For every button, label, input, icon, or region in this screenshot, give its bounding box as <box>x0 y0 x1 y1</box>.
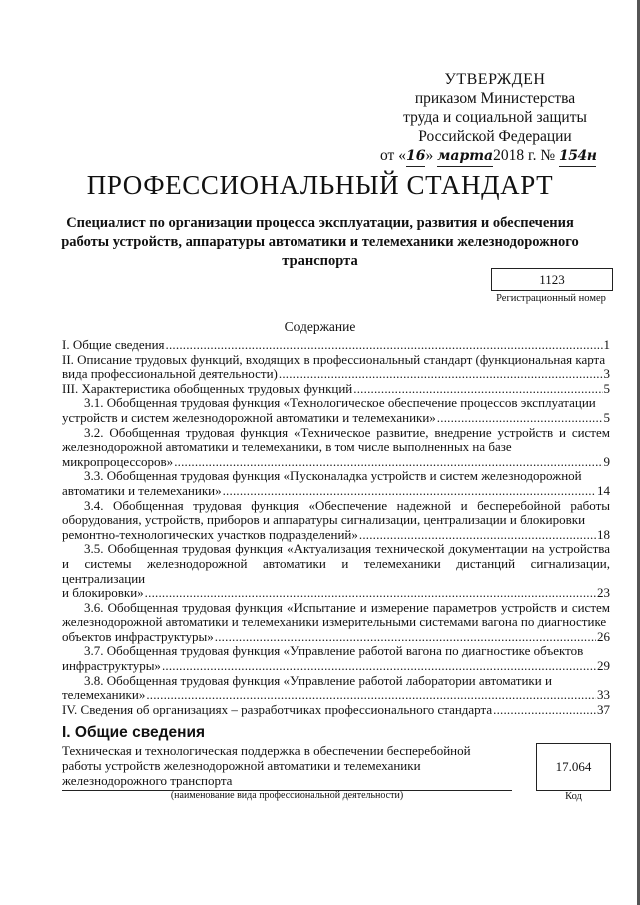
toc-leader-dots <box>359 528 596 543</box>
toc-entry-lead: 3.5. Обобщенная трудовая функция «Актуализация технической документации на устройства и системы железнодорожной автоматики и телемеханики дистанций сигнализации, централизации <box>62 541 610 586</box>
toc-entry-lead: 3.1. Обобщенная трудовая функция «Технологическое обеспечение процессов эксплуатации <box>84 395 596 411</box>
toc-leader-dots <box>493 703 596 718</box>
date-mid: » <box>425 147 434 164</box>
date-prefix: от « <box>380 147 406 164</box>
toc-page-number: 33 <box>597 687 610 703</box>
toc-entry-title: III. Характеристика обобщенных трудовых функций <box>62 380 353 396</box>
date-day: 16 <box>406 147 425 167</box>
toc-entry[interactable] <box>62 542 610 600</box>
contents-heading: Содержание <box>284 319 356 334</box>
toc-entry[interactable] <box>62 644 610 673</box>
toc-entry-title: инфраструктуры» <box>62 658 161 674</box>
toc-page-number: 9 <box>603 453 610 469</box>
toc-entry-title: телемеханики» <box>62 687 146 703</box>
toc-entry-title: вида профессиональной деятельности) <box>62 366 278 382</box>
toc-leader-dots <box>279 367 603 382</box>
toc-page-number: 26 <box>597 628 610 644</box>
toc-entry[interactable] <box>62 338 610 353</box>
toc-entry[interactable] <box>62 703 610 718</box>
toc-entry[interactable] <box>62 396 610 425</box>
toc-leader-dots <box>174 455 602 470</box>
toc-entry-lead: 3.7. Обобщенная трудовая функция «Управление работой вагона по диагностике объектов <box>84 643 584 659</box>
toc-entry[interactable] <box>62 382 610 397</box>
toc-entry-title: устройств и систем железнодорожной автоматики и телемеханики» <box>62 409 436 425</box>
toc-entry-title: объектов инфраструктуры» <box>62 628 214 644</box>
toc-entry-title: I. Общие сведения <box>62 337 165 352</box>
toc-leader-dots <box>223 484 596 499</box>
activity-caption: (наименование вида профессиональной деятельности) <box>170 790 404 801</box>
document-subtitle: Специалист по организации процесса эксплуатации, развития и обеспечения работы устройств, аппаратуры автоматики и телемеханики железнодорожного транспорта <box>61 215 579 269</box>
toc-page-number: 37 <box>597 701 610 717</box>
toc-page-number: 5 <box>603 409 610 425</box>
toc-entry[interactable] <box>62 674 610 703</box>
document-title: ПРОФЕССИОНАЛЬНЫЙ СТАНДАРТ <box>86 170 554 200</box>
toc-entry-title: и блокировки» <box>62 585 144 601</box>
toc-entry[interactable] <box>62 426 610 470</box>
date-year: 2018 г. № <box>493 147 556 164</box>
toc-entry[interactable] <box>62 499 610 543</box>
toc-entry-title: автоматики и телемеханики» <box>62 482 222 498</box>
toc-leader-dots <box>437 411 603 426</box>
approval-line-2: приказом Министерства <box>414 90 576 107</box>
toc-page-number: 1 <box>603 337 610 352</box>
date-month: марта <box>437 147 493 167</box>
toc-page-number: 18 <box>597 526 610 542</box>
toc-entry-title: микропроцессоров» <box>62 453 174 469</box>
toc-entry-lead: 3.6. Обобщенная трудовая функция «Испытание и измерение параметров устройств и систем железнодорожной автоматики и телемеханики измерительными системами вагона по диагностике <box>62 599 610 630</box>
toc-entry-lead: 3.4. Обобщенная трудовая функция «Обеспечение надежной и бесперебойной работы оборудования, устройств, приборов и аппаратуры сигнализации, централизации и блокировки <box>62 497 610 528</box>
approval-line-4: Российской Федерации <box>418 128 572 145</box>
table-of-contents <box>62 338 610 717</box>
order-number: 154н <box>559 147 596 167</box>
toc-leader-dots <box>166 338 603 353</box>
toc-leader-dots <box>145 586 596 601</box>
activity-name: Техническая и технологическая поддержка в обеспечении бесперебойной работы устройств железнодорожной автоматики и телемеханики железнодорожного транспорта <box>62 743 471 788</box>
toc-leader-dots <box>162 659 596 674</box>
approval-line-3: труда и социальной защиты <box>403 109 587 126</box>
toc-entry-lead: II. Описание трудовых функций, входящих в профессиональный стандарт (функциональная карта <box>62 351 606 367</box>
toc-page-number: 29 <box>597 658 610 674</box>
toc-page-number: 5 <box>603 380 610 396</box>
toc-page-number: 3 <box>603 366 610 382</box>
registration-number-box: 1123 <box>491 268 613 291</box>
toc-entry[interactable] <box>62 353 610 382</box>
approval-heading: УТВЕРЖДЕН <box>444 71 546 88</box>
activity-code-label: Код <box>565 791 582 802</box>
toc-leader-dots <box>146 688 596 703</box>
toc-leader-dots <box>353 382 602 397</box>
toc-entry-lead: 3.3. Обобщенная трудовая функция «Пусконаладка устройств и систем железнодорожной <box>84 468 582 484</box>
toc-entry[interactable] <box>62 601 610 645</box>
toc-entry-lead: 3.2. Обобщенная трудовая функция «Техническое развитие, внедрение устройств и систем железнодорожной автоматики и телемеханики, в том числе выполненных на базе <box>62 424 610 455</box>
registration-number-label: Регистрационный номер <box>496 293 606 304</box>
section-heading: I. Общие сведения <box>62 724 206 741</box>
approval-date-line <box>380 146 610 167</box>
activity-code-box: 17.064 <box>536 743 611 791</box>
toc-page-number: 23 <box>597 585 610 601</box>
toc-leader-dots <box>215 630 596 645</box>
toc-entry-title: IV. Сведения об организациях – разработчиках профессионального стандарта <box>62 701 493 717</box>
toc-entry-lead: 3.8. Обобщенная трудовая функция «Управление работой лаборатории автоматики и <box>84 672 552 688</box>
toc-page-number: 14 <box>597 482 610 498</box>
toc-entry[interactable] <box>62 469 610 498</box>
approval-block <box>380 70 610 167</box>
toc-entry-title: ремонтно-технологических участков подразделений» <box>62 526 358 542</box>
